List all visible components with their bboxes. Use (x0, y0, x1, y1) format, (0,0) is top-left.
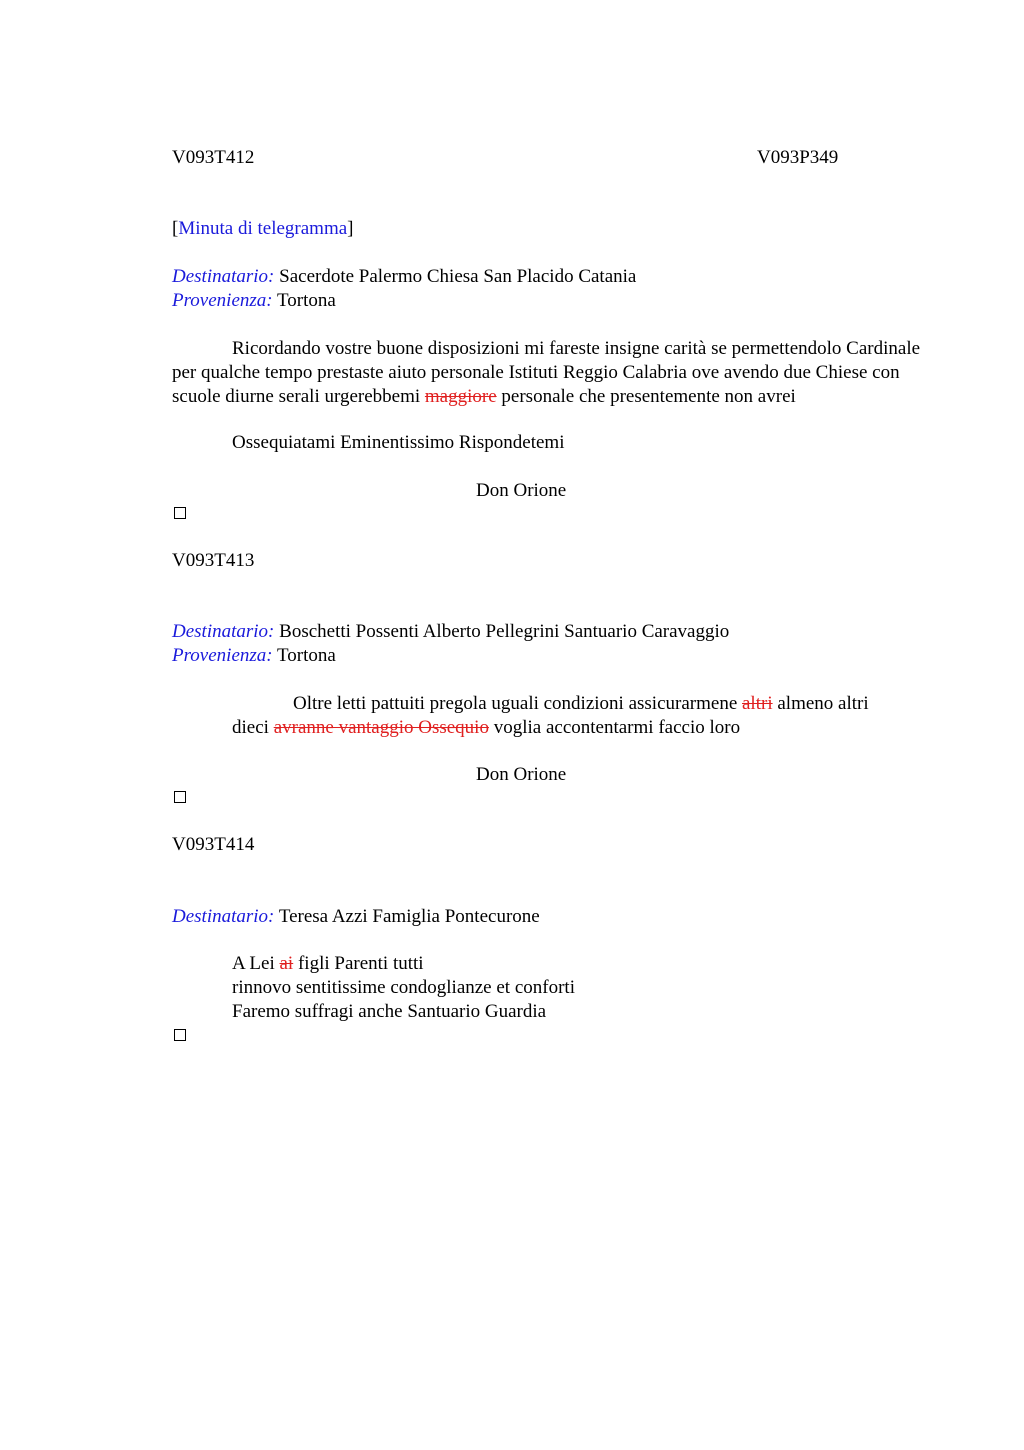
separator-box (174, 791, 186, 803)
telegram-body-line (232, 952, 424, 976)
recipient-label: Destinatario: (172, 266, 275, 287)
body-text: personale che presentemente non avrei (501, 386, 796, 407)
origin-label: Provenienza: (172, 290, 273, 311)
recipient-line (172, 265, 636, 289)
deleted-word: ai (279, 953, 294, 974)
recipient-line (172, 620, 729, 644)
body-text: Ricordando vostre buone disposizioni mi fareste insigne carità se permettendolo Cardinale per qualche tempo prestaste aiuto personale Istituti Reggio Calabria ove avendo due Chiese con scuole diurne serali urgerebbemi (172, 338, 921, 407)
deleted-word: altri (742, 693, 773, 714)
origin-label: Provenienza: (172, 645, 273, 666)
signature: Don Orione (476, 764, 567, 785)
body-text: figli Parenti tutti (297, 953, 424, 974)
note-bracket-open: [ (172, 218, 179, 239)
telegram-body (172, 337, 924, 409)
recipient-value: Boschetti Possenti Alberto Pellegrini Santuario Caravaggio (279, 621, 730, 642)
document-code: V093T413 (172, 550, 255, 571)
origin-value: Tortona (277, 645, 336, 666)
telegram-body-line (293, 692, 869, 716)
closing-line: Ossequiatami Eminentissimo Rispondetemi (232, 432, 565, 453)
note-bracket-close: ] (347, 218, 354, 239)
note-text: Minuta di telegramma (178, 218, 348, 239)
body-text: Oltre letti pattuiti pregola uguali condizioni assicurarmene (293, 693, 738, 714)
deleted-words: avranne vantaggio Ossequio (273, 717, 489, 738)
origin-value: Tortona (277, 290, 336, 311)
telegram-body-line: Faremo suffragi anche Santuario Guardia (232, 1001, 547, 1022)
telegram-body-line (232, 716, 740, 740)
body-text: voglia accontentarmi faccio loro (493, 717, 741, 738)
separator-box (174, 507, 186, 519)
recipient-label: Destinatario: (172, 621, 275, 642)
recipient-line (172, 905, 540, 929)
body-text: dieci (232, 717, 269, 738)
document-code: V093T414 (172, 834, 255, 855)
deleted-word: maggiore (424, 386, 497, 407)
body-text: A Lei (232, 953, 275, 974)
recipient-label: Destinatario: (172, 906, 275, 927)
origin-line (172, 644, 336, 668)
body-text: almeno altri (777, 693, 869, 714)
signature: Don Orione (476, 480, 567, 501)
telegram-body-line: rinnovo sentitissime condoglianze et conforti (232, 977, 575, 998)
document-code: V093T412 (172, 147, 255, 168)
origin-line (172, 289, 336, 313)
recipient-value: Sacerdote Palermo Chiesa San Placido Catania (279, 266, 637, 287)
separator-box (174, 1029, 186, 1041)
page-code: V093P349 (757, 147, 839, 168)
document-note (172, 217, 354, 241)
recipient-value: Teresa Azzi Famiglia Pontecurone (278, 906, 540, 927)
